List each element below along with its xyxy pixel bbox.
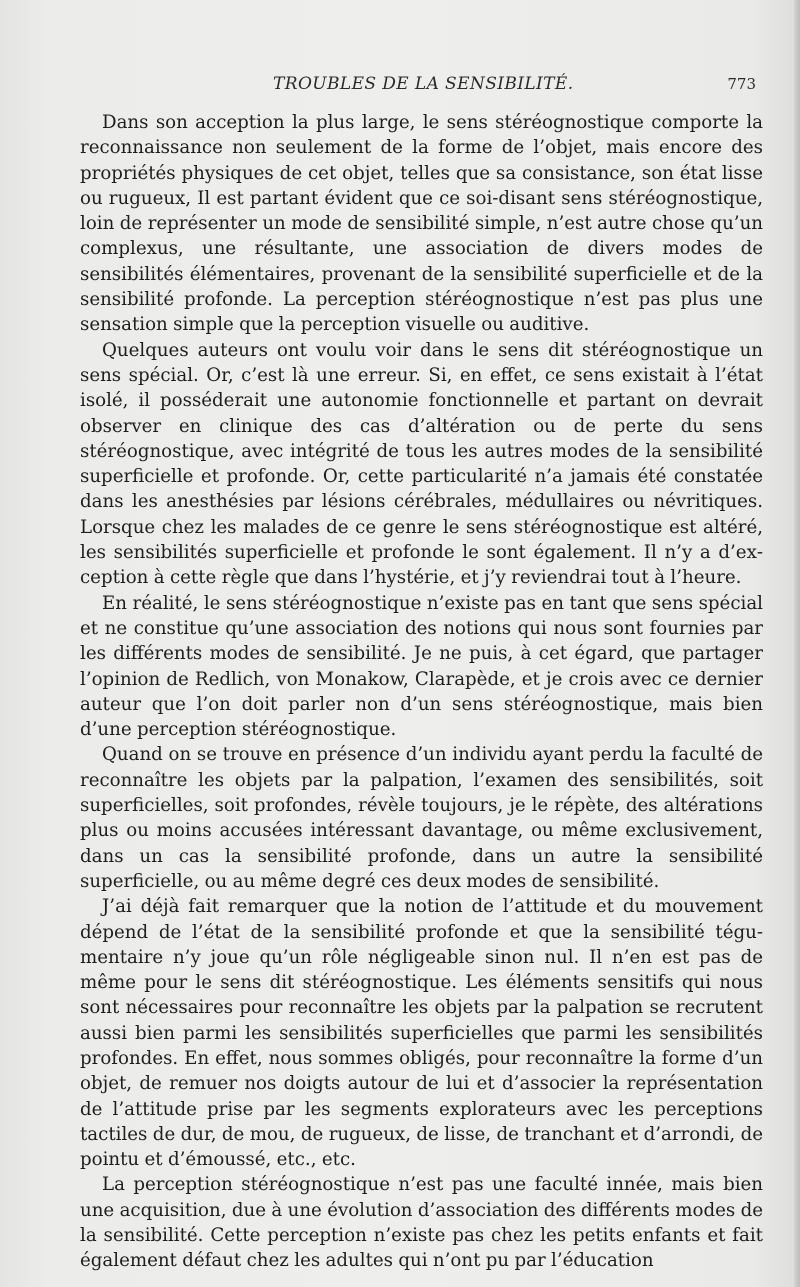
page-edge-shadow xyxy=(794,0,800,1287)
paragraph: En réalité, le sens stéréognostique n’existe pas en tant que sens spécial et ne constitue qu’une association des notions qui nous sont fournies par les différents modes de sensibilité. Je ne puis, à cet égard, que partager l’opinion de Redlich, von Monakow, Clarapède, et je crois avec ce dernier auteur que l’on doit parler non d’un sens stéréognostique, mais bien d’une perception stéréognostique. xyxy=(80,592,763,741)
paragraph: Dans son acception la plus large, le sens stéréognostique comporte la reconnaissance non seulement de la forme de l’objet, mais encore des propriétés physiques de cet objet, telles que sa consistance, son état lisse ou rugueux, Il est partant évident que ce soi-disant sens stéréognostique, loin de représenter un mode de sensibilité simple, n’est autre chose qu’un complexus, une résultante, une association de divers modes de sensibilités élémentaires, provenant de la sensibilité superficielle et de la sensibilité profonde. La perception stéréognostique n’est pas plus une sensation simple que la perception visuelle ou auditive. xyxy=(80,112,763,336)
body-text xyxy=(80,110,763,1274)
paragraph: J’ai déjà fait remarquer que la notion de l’attitude et du mouvement dépend de l’état de la sensibilité profonde et que la sensibilité tégumentaire n’y joue qu’un rôle négligeable sinon nul. Il n’en est pas de même pour le sens dit stéréognostique. Les éléments sensitifs qui nous sont nécessaires pour reconnaître les objets par la palpation se recrutent aussi bien parmi les sensibilités superficielles que parmi les sensibilités profondes. En effet, nous sommes obligés, pour reconnaître la forme d’un objet, de remuer nos doigts autour de lui et d’associer la représentation de l’attitude prise par les segments explorateurs avec les perceptions tactiles de dur, de mou, de rugueux, de lisse, de tranchant et d’arrondi, de pointu et d’émoussé, etc., etc. xyxy=(80,896,763,1171)
paragraph: Quand on se trouve en présence d’un individu ayant perdu la faculté de reconnaître les objets par la palpation, l’examen des sensibilités, soit superficielles, soit profondes, révèle toujours, je le répète, des altérations plus ou moins accusées intéressant davantage, ou même exclusivement, dans un cas la sensibilité profonde, dans un autre la sensibilité superficielle, ou au même degré ces deux modes de sensibilité. xyxy=(80,744,763,892)
page-number: 773 xyxy=(727,75,756,93)
paragraph: Quelques auteurs ont voulu voir dans le sens dit stéréognostique un sens spécial. Or, c’est là une erreur. Si, en effet, ce sens existait à l’état isolé, il posséderait une autonomie fonctionnelle et partant on devrait observer en clinique des cas d’altération ou de perte du sens stéréognostique, avec intégrité de tous les autres modes de la sensibilité superficielle et profonde. Or, cette particularité n’a jamais été constatée dans les anesthésies par lésions cérébrales, médullaires ou névritiques. Lorsque chez les malades de ce genre le sens stéréognostique est altéré, les sensibilités superficielle et profonde le sont également. Il n’y a d’exception à cette règle que dans l’hystérie, et j’y reviendrai tout à l’heure. xyxy=(80,339,763,589)
paragraph: La perception stéréognostique n’est pas une faculté innée, mais bien une acquisition, due à une évolution d’association des différents modes de la sensibilité. Cette perception n’existe pas chez les petits enfants et fait également défaut chez les adultes qui n’ont pu par l’éducation xyxy=(80,1174,763,1272)
running-title: TROUBLES DE LA SENSIBILITÉ. xyxy=(273,74,574,94)
running-header xyxy=(80,74,768,98)
